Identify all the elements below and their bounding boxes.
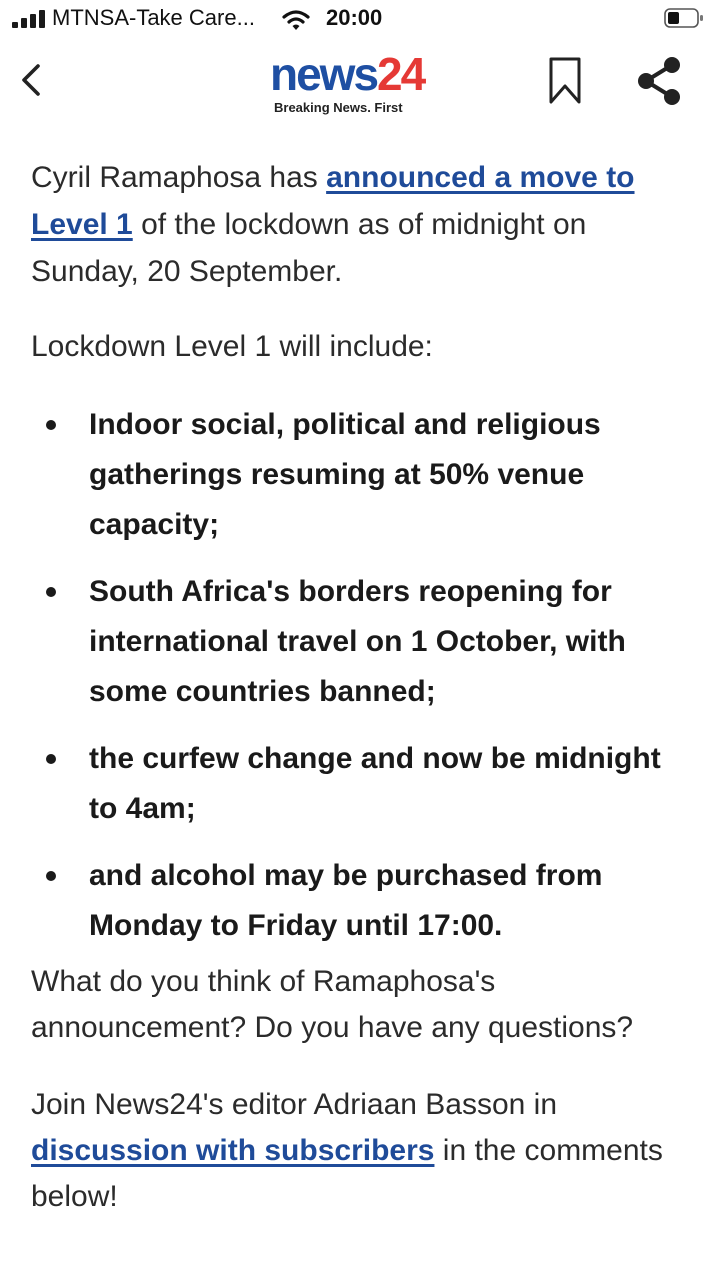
list-item: South Africa's borders reopening for international travel on 1 October, with some countries banned;: [31, 567, 691, 717]
lead-paragraph: Lockdown Level 1 will include:: [31, 330, 433, 363]
nav-bar: [0, 40, 720, 130]
join-text: Join News24's editor Adriaan Basson in: [31, 1088, 558, 1121]
intro-paragraph: [31, 154, 691, 295]
logo-tagline: Breaking News. First: [274, 100, 403, 115]
bookmark-icon[interactable]: [548, 56, 582, 106]
question-paragraph: What do you think of Ramaphosa's announcement? Do you have any questions?: [31, 965, 634, 1044]
logo-number: 24: [377, 48, 425, 100]
announcement-link[interactable]: announced a move to Level 1: [31, 161, 635, 241]
bullet-icon: [46, 420, 56, 430]
bullet-icon: [46, 871, 56, 881]
news24-logo: [270, 46, 450, 116]
battery-icon: [664, 8, 704, 28]
discussion-link[interactable]: discussion with subscribers: [31, 1134, 435, 1167]
wifi-icon: [282, 9, 310, 31]
list-item: Indoor social, political and religious gatherings resuming at 50% venue capacity;: [31, 400, 691, 550]
signal-icon: [12, 10, 46, 28]
list-item: and alcohol may be purchased from Monday to Friday until 17:00.: [31, 851, 691, 951]
list-item: the curfew change and now be midnight to 4am;: [31, 734, 691, 834]
chevron-left-icon[interactable]: [14, 60, 50, 100]
carrier-name: MTNSA-Take Care...: [52, 5, 255, 30]
logo-text: news: [270, 48, 378, 100]
share-icon[interactable]: [634, 54, 684, 108]
join-paragraph: [31, 1082, 691, 1220]
status-bar: [0, 0, 720, 40]
status-time: 20:00: [326, 5, 383, 30]
intro-text-end: of the lockdown as of midnight on Sunday, 20 September.: [31, 208, 587, 288]
bullet-icon: [46, 754, 56, 764]
level1-list: [31, 400, 691, 951]
join-text-end: in the comments below!: [31, 1134, 663, 1213]
bullet-icon: [46, 587, 56, 597]
intro-text: Cyril Ramaphosa has: [31, 161, 327, 194]
article-body: [31, 154, 691, 1220]
